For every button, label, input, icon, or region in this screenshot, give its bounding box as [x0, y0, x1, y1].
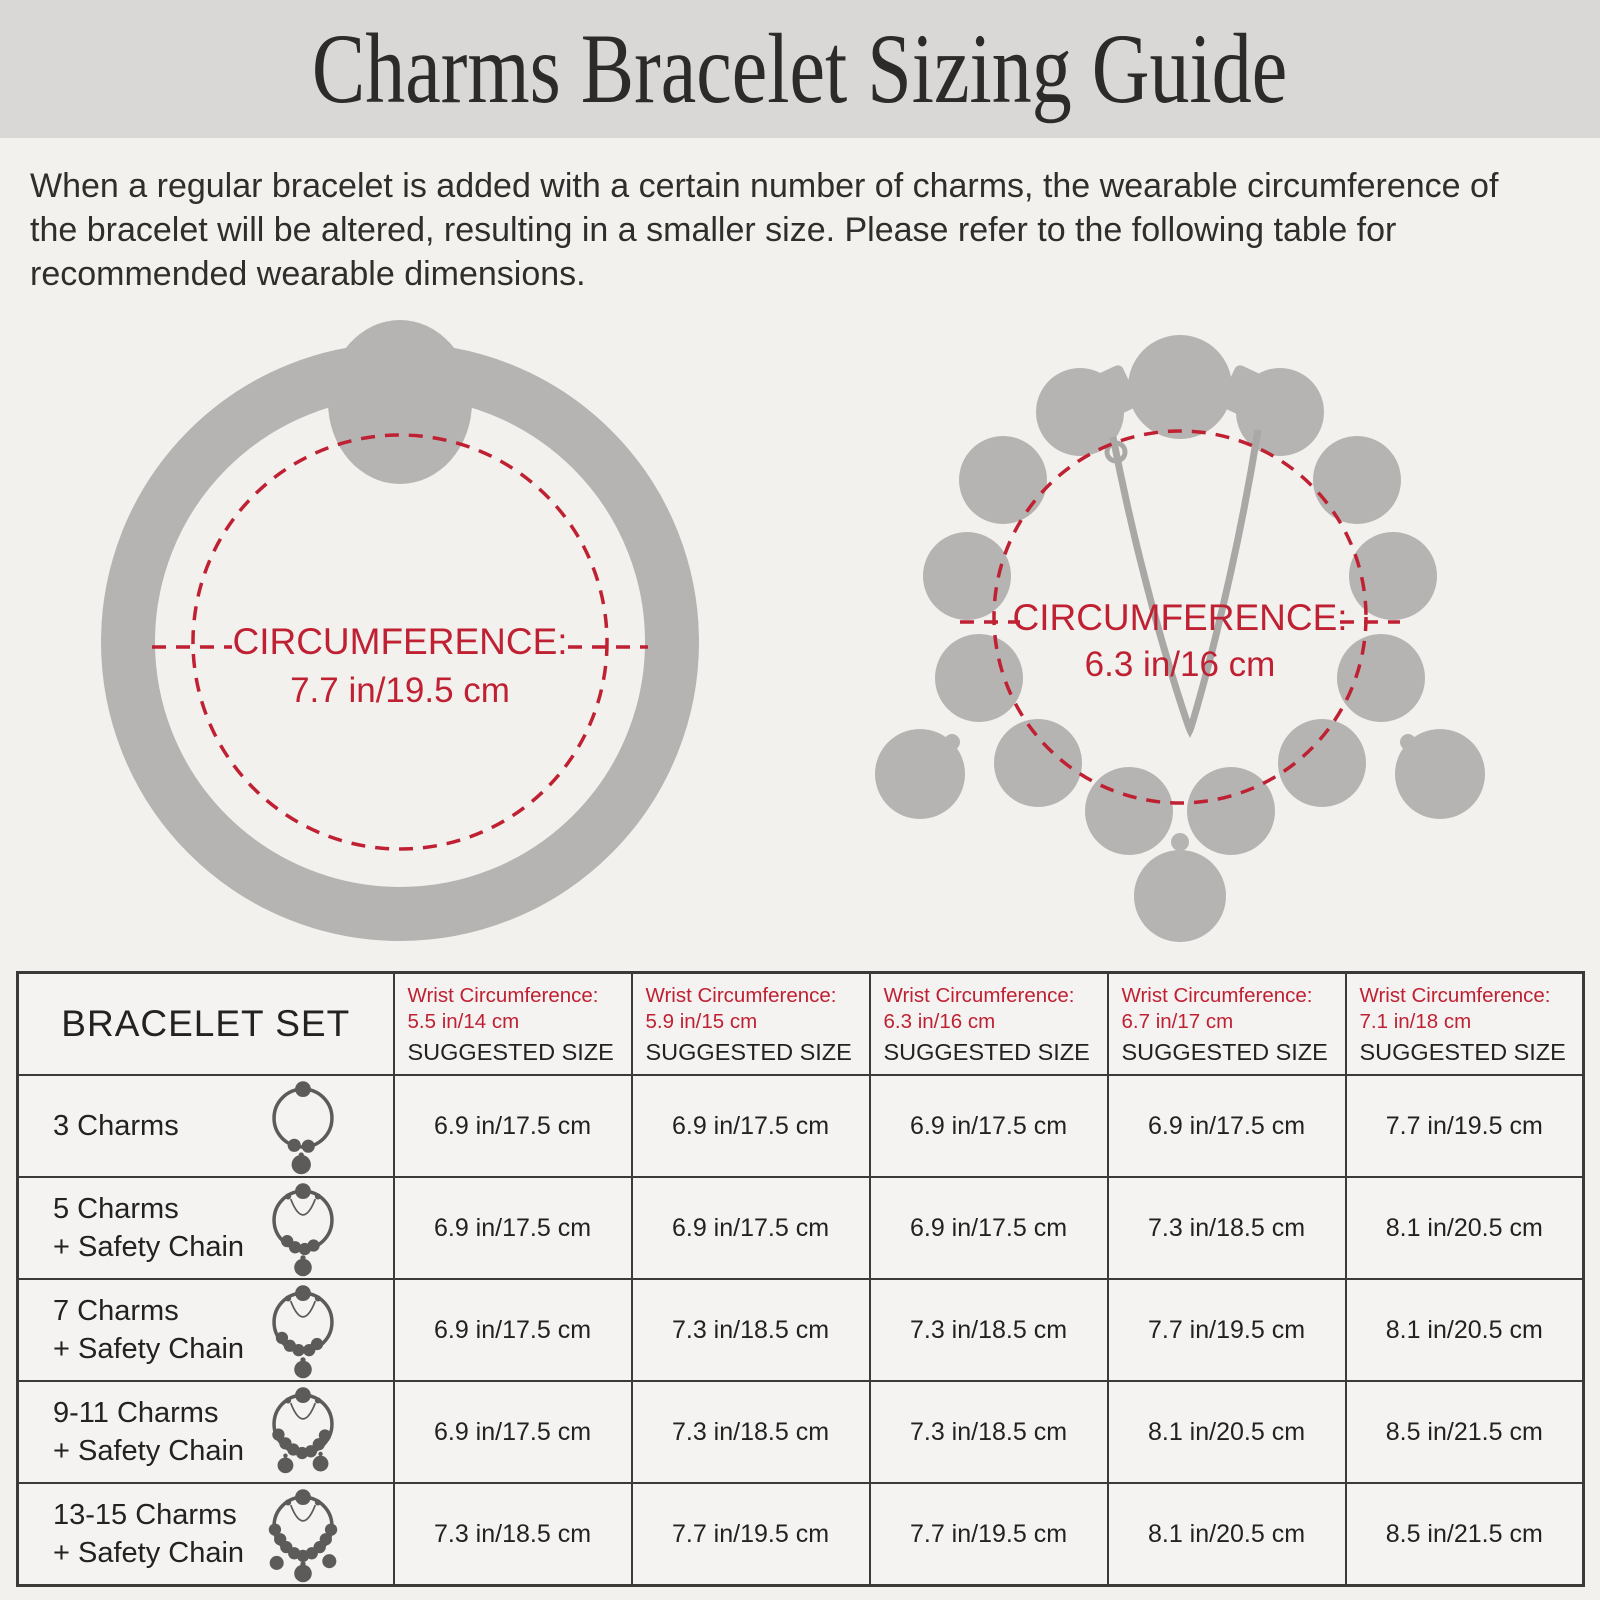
plain-circumference-value: 7.7 in/19.5 cm — [290, 671, 510, 710]
title-band — [0, 0, 1600, 138]
suggested-size-label: SUGGESTED SIZE — [1359, 1038, 1566, 1065]
size-cell: 7.3 in/18.5 cm — [632, 1279, 870, 1381]
size-cell: 7.7 in/19.5 cm — [1346, 1075, 1584, 1177]
bracelet-13-15-charms-safety-chain-icon — [259, 1484, 347, 1584]
size-cell: 8.5 in/21.5 cm — [1346, 1483, 1584, 1586]
size-cell: 8.1 in/20.5 cm — [1108, 1381, 1346, 1483]
page-title: Charms Bracelet Sizing Guide — [312, 13, 1288, 124]
size-cell: 6.9 in/17.5 cm — [1108, 1075, 1346, 1177]
column-header-18cm — [1346, 973, 1584, 1076]
charm-bracelet-silhouette-icon — [875, 335, 1485, 942]
size-cell: 6.9 in/17.5 cm — [870, 1177, 1108, 1279]
table-row — [18, 1483, 1584, 1586]
column-header-16cm — [870, 973, 1108, 1076]
size-cell: 6.9 in/17.5 cm — [394, 1381, 632, 1483]
wrist-circumference-label: Wrist Circumference: — [1359, 983, 1551, 1007]
row-label-line2: + Safety Chain — [53, 1333, 245, 1365]
wrist-circumference-value: 6.7 in/17 cm — [1121, 1009, 1234, 1033]
table-row — [18, 1177, 1584, 1279]
safety-chain-icon — [1113, 430, 1258, 730]
plain-bracelet-silhouette-icon — [128, 320, 672, 914]
wrist-circumference-value: 5.5 in/14 cm — [407, 1009, 520, 1033]
size-cell: 7.3 in/18.5 cm — [870, 1381, 1108, 1483]
size-cell: 7.7 in/19.5 cm — [632, 1483, 870, 1586]
suggested-size-label: SUGGESTED SIZE — [883, 1038, 1090, 1065]
row-label: 13-15 Charms — [53, 1499, 237, 1531]
size-cell: 6.9 in/17.5 cm — [394, 1279, 632, 1381]
suggested-size-label: SUGGESTED SIZE — [1121, 1038, 1328, 1065]
size-cell: 8.5 in/21.5 cm — [1346, 1381, 1584, 1483]
bracelet-set-cell — [18, 1483, 394, 1586]
size-cell: 7.3 in/18.5 cm — [632, 1381, 870, 1483]
bracelet-set-header: BRACELET SET — [18, 973, 394, 1076]
charm-circumference-label: CIRCUMFERENCE: — [1012, 597, 1348, 638]
size-cell: 6.9 in/17.5 cm — [870, 1075, 1108, 1177]
column-header-14cm — [394, 973, 632, 1076]
table-header-row — [18, 973, 1584, 1076]
wrist-circumference-value: 5.9 in/15 cm — [645, 1009, 758, 1033]
row-label-line2: + Safety Chain — [53, 1537, 245, 1569]
plain-circumference-label: CIRCUMFERENCE: — [232, 621, 568, 662]
size-cell: 7.7 in/19.5 cm — [870, 1483, 1108, 1586]
bracelet-9-11-charms-safety-chain-icon — [259, 1382, 347, 1482]
sizing-table — [16, 971, 1585, 1587]
size-cell: 7.3 in/18.5 cm — [1108, 1177, 1346, 1279]
size-cell: 8.1 in/20.5 cm — [1346, 1177, 1584, 1279]
size-cell: 6.9 in/17.5 cm — [394, 1075, 632, 1177]
table-row — [18, 1279, 1584, 1381]
charm-circumference-value: 6.3 in/16 cm — [1084, 645, 1276, 684]
size-cell: 8.1 in/20.5 cm — [1108, 1483, 1346, 1586]
size-cell: 7.3 in/18.5 cm — [394, 1483, 632, 1586]
suggested-size-label: SUGGESTED SIZE — [645, 1038, 852, 1065]
bracelet-set-cell — [18, 1279, 394, 1381]
size-cell: 6.9 in/17.5 cm — [632, 1075, 870, 1177]
bracelet-7-charms-safety-chain-icon — [259, 1280, 347, 1380]
diagram-section — [0, 302, 1600, 957]
column-header-15cm — [632, 973, 870, 1076]
bracelet-3-charms-icon — [259, 1076, 347, 1176]
column-header-17cm — [1108, 973, 1346, 1076]
bracelet-set-cell — [18, 1075, 394, 1177]
wrist-circumference-value: 6.3 in/16 cm — [883, 1009, 996, 1033]
suggested-size-label: SUGGESTED SIZE — [407, 1038, 614, 1065]
wrist-circumference-label: Wrist Circumference: — [1121, 983, 1313, 1007]
row-label: 3 Charms — [53, 1110, 179, 1142]
table-row — [18, 1075, 1584, 1177]
plain-circumference-annotation — [152, 435, 648, 849]
size-cell: 8.1 in/20.5 cm — [1346, 1279, 1584, 1381]
size-cell: 6.9 in/17.5 cm — [394, 1177, 632, 1279]
row-label-line2: + Safety Chain — [53, 1231, 245, 1263]
size-cell: 7.7 in/19.5 cm — [1108, 1279, 1346, 1381]
plain-bracelet-diagram — [80, 302, 720, 952]
row-label: 5 Charms — [53, 1193, 179, 1225]
wrist-circumference-label: Wrist Circumference: — [407, 983, 599, 1007]
row-label: 7 Charms — [53, 1295, 179, 1327]
wrist-circumference-label: Wrist Circumference: — [645, 983, 837, 1007]
row-label-line2: + Safety Chain — [53, 1435, 245, 1467]
size-cell: 6.9 in/17.5 cm — [632, 1177, 870, 1279]
bracelet-set-cell — [18, 1381, 394, 1483]
wrist-circumference-label: Wrist Circumference: — [883, 983, 1075, 1007]
intro-text: When a regular bracelet is added with a certain number of charms, the wearable circumference of the bracelet will be altered, resulting in a smaller size. Please refer to the following table for recommended wearable dimensions. — [30, 167, 1499, 293]
size-cell: 7.3 in/18.5 cm — [870, 1279, 1108, 1381]
table-row — [18, 1381, 1584, 1483]
row-label: 9-11 Charms — [53, 1397, 219, 1429]
bracelet-set-cell — [18, 1177, 394, 1279]
charm-bracelet-diagram — [860, 302, 1500, 952]
bracelet-5-charms-safety-chain-icon — [259, 1178, 347, 1278]
wrist-circumference-value: 7.1 in/18 cm — [1359, 1009, 1472, 1033]
